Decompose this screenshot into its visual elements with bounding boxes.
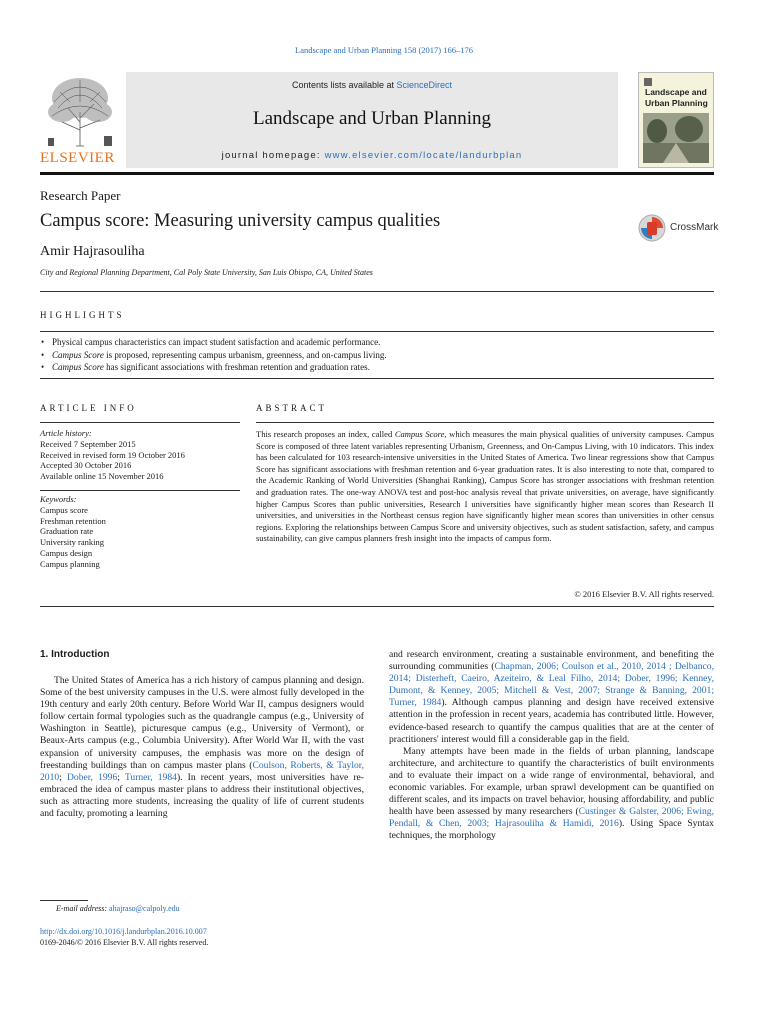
cover-logo-icon xyxy=(643,77,653,87)
keyword: University ranking xyxy=(40,537,104,548)
sciencedirect-link[interactable]: ScienceDirect xyxy=(396,80,453,90)
highlight-item: • Campus Score is proposed, representing campus urbanism, greenness, and on-campus living. xyxy=(40,349,714,362)
highlight-item: • Physical campus characteristics can impact student satisfaction and academic performance. xyxy=(40,336,714,349)
email-link[interactable]: ahajraso@calpoly.edu xyxy=(109,904,180,913)
elsevier-wordmark: ELSEVIER xyxy=(40,150,115,166)
crossmark-label: CrossMark xyxy=(670,222,719,233)
cover-title: Landscape and Urban Planning xyxy=(645,87,708,108)
email-footnote: E-mail address: ahajraso@calpoly.edu xyxy=(56,904,180,913)
abstract-body: This research proposes an index, called Campus Score, which measures the main physical qualities of university campuses. Campus Score is composed of three latent variables representing Urbanism, Greenness, and On-Campus Living, with 10 indicators. This index has been calculated for 103 research-intensive universities in the United States of America. Two linear regressions show that Campus Score has significant associations with freshman retention and 6-year graduation rates. It is also interesting to note that, compared to the Academic Ranking of World Universities (Shanghai Ranking), Campus Score has stronger associations with freshman retention and graduation rates. The one-way ANOVA test and post-hoc analysis reveal that private universities, on average, have significantly higher Campus Scores than public universities, Research I universities have significantly higher mean scores than Research II universities, and universities in the Northeast census region have significantly higher mean scores than universities in other census regions. Exploring the relationships between Campus Score and university objectives, such as student satisfaction, safety, and campus sustainability, can give campus planners fresh insight into the impacts of campus form. xyxy=(256,429,715,544)
keywords xyxy=(40,494,240,570)
highlights-list xyxy=(40,336,714,374)
header-rule xyxy=(40,172,714,175)
keyword: Campus design xyxy=(40,547,93,558)
citation-link[interactable]: Custinger & Galster, 2006; Ewing, Pendall, & Chen, 2003; Hajrasouliha & Hamidi, 2016 xyxy=(389,806,714,830)
journal-homepage-link[interactable]: www.elsevier.com/locate/landurbplan xyxy=(324,150,523,161)
elsevier-tree-logo xyxy=(40,72,120,168)
highlights-rule xyxy=(40,331,714,332)
crossmark-icon xyxy=(638,214,666,242)
highlights-heading: HIGHLIGHTS xyxy=(40,310,125,320)
abstract-rule xyxy=(256,422,714,423)
issn-copyright: 0169-2046/© 2016 Elsevier B.V. All rights reserved. xyxy=(40,938,209,947)
body-column-left xyxy=(40,675,364,820)
author-name[interactable]: Amir Hajrasouliha xyxy=(40,244,145,259)
keyword: Campus score xyxy=(40,504,88,515)
history-received: Received 7 September 2015 xyxy=(40,438,136,449)
history-label: Article history: xyxy=(40,428,92,438)
article-info-rule xyxy=(40,422,240,423)
history-online: Available online 15 November 2016 xyxy=(40,471,164,482)
article-type: Research Paper xyxy=(40,188,121,203)
journal-citation[interactable]: Landscape and Urban Planning 158 (2017) 166–176 xyxy=(295,45,473,55)
paragraph: The United States of America has a rich history of campus planning and design. Some of the best university campuses in the U.S. were almost fully developed in the 19th century and early 20th century. Before World War II, campus designers would follow certain formal typologies such as the quadrangle campus (e.g., University of Washington in Seattle), picturesque campus (e.g., University of Vermont), or Beaux-Arts campus (e.g., Columbia University). After World War II, with the vast expansion of university campuses, the emphasis was more on the design of freestanding buildings than on campus master plans (Coulson, Roberts, & Taylor, 2010; Dober, 1996; Turner, 1984). In recent years, most universities have re-embraced the idea of campus master plans to address their institutional objectives, such as attracting more students, increasing the quality of life of current students and faculty, promoting a learning xyxy=(40,675,365,820)
crossmark-button[interactable] xyxy=(638,214,718,244)
citation-link[interactable]: Coulson, Roberts, & Taylor, 2010 xyxy=(40,759,364,783)
abstract-bottom-rule xyxy=(40,606,714,607)
contents-available-line: Contents lists available at ScienceDirect xyxy=(291,80,453,90)
citation-link[interactable]: Dober, 1996 xyxy=(66,771,118,783)
history-accepted: Accepted 30 October 2016 xyxy=(40,460,132,471)
keyword: Freshman retention xyxy=(40,515,106,526)
highlights-bottom-rule xyxy=(40,378,714,379)
abstract-heading: ABSTRACT xyxy=(256,403,328,413)
keywords-rule xyxy=(40,490,240,491)
paragraph: and research environment, creating a sustainable environment, and benefiting the surrounding communities (Chapman, 2006; Coulson et al., 2010, 2014 ; Delbanco, 2014; Disterheft, Caeiro, Azeiteiro, & Leal Filho, 2014; Dober, 1996; Kenney, Dumont, & Kenney, 2005; Mitchell & Vest, 2007; Strange & Banning, 2001; Turner, 1984). Although campus planning and design have received extensive attention in the profession in recent years, academia has contributed little. However, evidence-based research to quantify the campus qualities that are at the center of practitioners' interest would fill a considerable gap in the field. xyxy=(389,649,714,745)
journal-cover-thumbnail[interactable] xyxy=(638,72,714,168)
article-title: Campus score: Measuring university campus qualities xyxy=(40,211,441,231)
abstract-copyright: © 2016 Elsevier B.V. All rights reserved. xyxy=(574,589,714,599)
article-history xyxy=(40,428,240,482)
highlight-item: • Campus Score has significant associations with freshman retention and graduation rates. xyxy=(40,361,714,374)
journal-banner xyxy=(126,72,618,168)
keyword: Campus planning xyxy=(40,558,100,569)
keywords-label: Keywords: xyxy=(40,493,77,504)
doi-link[interactable]: http://dx.doi.org/10.1016/j.landurbplan.2016.10.007 xyxy=(40,927,207,936)
footnote-rule xyxy=(40,900,88,901)
paragraph: Many attempts have been made in the fields of urban planning, landscape architecture, and architecture to quantify the characteristics of built environments and to evaluate their impact on a wide range of environmental, behavioral, and economic variables. For example, urban sprawl development can be quantified on different scales, and its impacts on travel behavior, housing affordability, and public health have been assessed by many researchers (Custinger & Galster, 2006; Ewing, Pendall, & Chen, 2003; Hajrasouliha & Hamidi, 2016). Using Space Syntax techniques, the morphology xyxy=(389,745,714,842)
citation-link[interactable]: Chapman, 2006; Coulson et al., 2010, 2014 ; Delbanco, 2014; Disterheft, Caeiro, Azeiteiro, & Leal Filho, 2014; Dober, 1996; Kenney, Dumont, & Kenney, 2005; Mitchell & Vest, 2007; Strange & Banning, 2001; Turner, 1984 xyxy=(389,661,714,709)
citation-link[interactable]: Turner, 1984 xyxy=(124,771,177,783)
body-column-right xyxy=(389,649,714,843)
keyword: Graduation rate xyxy=(40,526,94,537)
author-affiliation: City and Regional Planning Department, Cal Poly State University, San Luis Obispo, CA, United States xyxy=(40,268,373,277)
article-info xyxy=(40,428,240,578)
highlights-top-rule xyxy=(40,291,714,292)
article-info-heading: ARTICLE INFO xyxy=(40,403,137,413)
introduction-heading: 1. Introduction xyxy=(40,649,110,660)
journal-title: Landscape and Urban Planning xyxy=(253,108,491,129)
history-revised: Received in revised form 19 October 2016 xyxy=(40,449,185,460)
journal-header xyxy=(40,72,714,172)
cover-landscape-image xyxy=(643,113,709,163)
journal-homepage-line: journal homepage: www.elsevier.com/locate/landurbplan xyxy=(221,150,523,161)
